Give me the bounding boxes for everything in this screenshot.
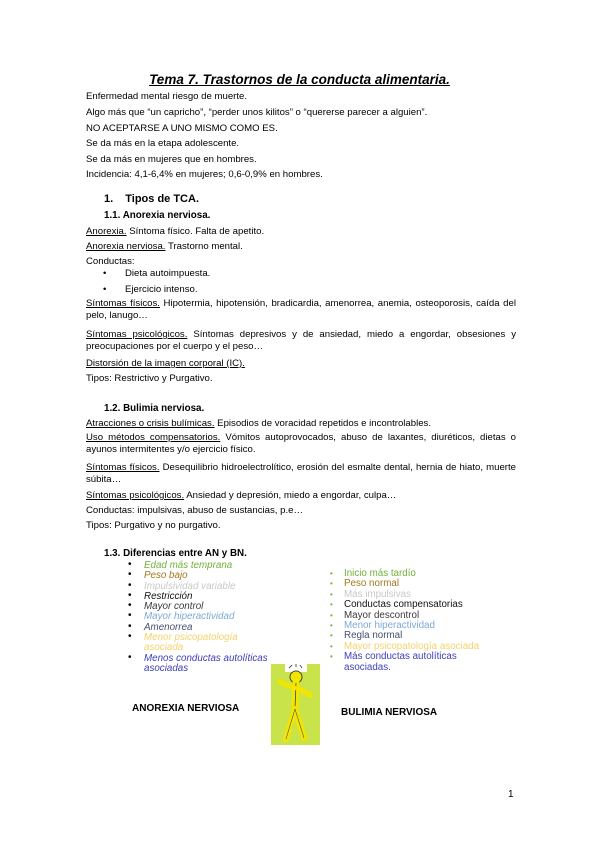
- trait-text: Mayor descontrol: [344, 609, 420, 621]
- bullet-icon: •: [128, 651, 132, 663]
- trait-text: Mayor psicopatología asociada: [344, 640, 480, 652]
- physical-symptoms-term: Síntomas físicos.: [86, 462, 160, 473]
- intro-line: Enfermedad mental riesgo de muerte.: [86, 91, 248, 102]
- trait-text: Peso normal: [344, 578, 399, 590]
- binge-desc: Episodios de voracidad repetidos e incontrolables.: [214, 418, 432, 429]
- trait-text: Regla normal: [344, 630, 403, 642]
- bulimia-conducts: Conductas: impulsivas, abuso de sustancias, p.e…: [86, 505, 304, 516]
- anorexia-physical-symptoms: [86, 298, 516, 322]
- section-title: Tipos de TCA.: [125, 193, 199, 205]
- binge-episodes: [86, 418, 431, 430]
- trait-text: Restricción: [144, 590, 193, 602]
- bullet-icon: •: [330, 600, 333, 610]
- trait-text: Más impulsivas: [344, 588, 411, 600]
- intro-line: Se da más en mujeres que en hombres.: [86, 154, 257, 165]
- intro-line: Algo más que “un capricho”, “perder unos kilitos” o “quererse parecer a alguien”.: [86, 107, 428, 118]
- compensatory-desc: Vómitos autoprovocados, abuso de laxantes, diuréticos, dietas o ayunos intermitentes y/o ejercicio físico.: [86, 432, 516, 455]
- list-item: [103, 284, 198, 295]
- page-number: 1: [508, 789, 514, 800]
- bullet-icon: •: [330, 652, 333, 662]
- stick-figure-image: [271, 664, 320, 745]
- bullet-icon: •: [330, 631, 333, 641]
- physical-symptoms-desc: Desequilibrio hidroelectrolítico, erosión del esmalte dental, hernia de hiato, muerte súbita…: [86, 462, 516, 485]
- psych-symptoms-desc: Síntomas depresivos y de ansiedad, miedo a engordar, obsesiones y preocupaciones por el cuerpo y el peso…: [86, 329, 516, 352]
- bulimia-physical-symptoms: [86, 462, 516, 486]
- bullet-icon: •: [330, 641, 333, 651]
- trait-text: Más conductas autolíticas asociadas.: [344, 651, 457, 673]
- intro-line: NO ACEPTARSE A UNO MISMO COMO ES.: [86, 123, 278, 134]
- intro-line: Se da más en la etapa adolescente.: [86, 138, 240, 149]
- conductas-label: Conductas:: [86, 256, 135, 267]
- bullet-icon: •: [128, 589, 132, 601]
- trait-text: Menor psicopatología asociada: [144, 632, 238, 654]
- anorexia-caption: ANOREXIA NERVIOSA: [132, 703, 240, 714]
- anorexia-nerviosa-definition: [86, 241, 243, 253]
- trait-text: Edad más temprana: [144, 560, 233, 571]
- list-item-text: Dieta autoimpuesta.: [125, 268, 211, 279]
- psych-symptoms-term: Síntomas psicológicos.: [86, 490, 185, 501]
- section-number: 1.: [104, 193, 114, 205]
- anorexia-psych-symptoms: [86, 329, 516, 353]
- trait-text: Mayor hiperactividad: [144, 611, 235, 623]
- physical-symptoms-term: Síntomas físicos.: [86, 298, 160, 309]
- bullet-icon: •: [128, 559, 132, 570]
- trait-text: Amenorrea: [144, 621, 193, 633]
- bulimia-psych-symptoms: [86, 490, 396, 502]
- trait-text: Conductas compensatorias: [344, 599, 463, 611]
- psych-symptoms-desc: Ansiedad y depresión, miedo a engordar, culpa…: [184, 490, 397, 501]
- bulimia-types: Tipos: Purgativo y no purgativo.: [86, 520, 221, 531]
- bullet-icon: •: [128, 569, 132, 581]
- anorexia-traits-list: [128, 561, 278, 674]
- bullet-icon: •: [330, 589, 333, 599]
- bullet-icon: •: [330, 610, 333, 620]
- bullet-icon: •: [330, 621, 333, 631]
- trait-text: Menor hiperactividad: [344, 620, 435, 632]
- page-title: Tema 7. Trastornos de la conducta alimentaria.: [149, 72, 450, 87]
- trait-text: Mayor control: [144, 601, 204, 613]
- trait-text: Inicio más tardío: [344, 568, 416, 579]
- bullet-icon: •: [128, 579, 132, 591]
- trait-item: [128, 651, 278, 675]
- compensatory-methods: [86, 432, 516, 456]
- psych-symptoms-term: Síntomas psicológicos.: [86, 329, 188, 340]
- bulimia-caption: BULIMIA NERVIOSA: [341, 707, 438, 718]
- anorexia-heading: 1.1. Anorexia nerviosa.: [104, 210, 211, 221]
- list-item-text: Ejercicio intenso.: [125, 284, 198, 295]
- bullet-icon: •: [128, 631, 132, 643]
- section-heading: [104, 193, 199, 205]
- trait-text: Peso bajo: [144, 570, 188, 582]
- anorexia-nerviosa-term: Anorexia nerviosa.: [86, 241, 166, 252]
- trait-text: Impulsividad variable: [144, 580, 236, 592]
- anorexia-term: Anorexia.: [86, 226, 127, 237]
- anorexia-types: Tipos: Restrictivo y Purgativo.: [86, 373, 213, 384]
- bullet-icon: •: [128, 610, 132, 622]
- trait-item: [128, 633, 278, 654]
- anorexia-definition: [86, 226, 264, 238]
- bullet-icon: •: [128, 620, 132, 632]
- compensatory-term: Uso métodos compensatorios.: [86, 432, 221, 443]
- anorexia-desc: Síntoma físico. Falta de apetito.: [126, 226, 265, 237]
- bullet-icon: •: [330, 569, 333, 578]
- bullet-icon: •: [103, 284, 107, 295]
- bulimia-traits-list: [330, 569, 480, 673]
- list-item: [103, 268, 210, 279]
- binge-term: Atracciones o crisis bulímicas.: [86, 418, 215, 429]
- bullet-icon: •: [128, 600, 132, 612]
- bulimia-heading: 1.2. Bulimia nerviosa.: [104, 403, 205, 414]
- trait-text: Menos conductas autolíticas asociadas: [144, 652, 268, 674]
- physical-symptoms-desc: Hipotermia, hipotensión, bradicardia, amenorrea, anemia, osteoporosis, caída del pelo, lanugo…: [86, 298, 516, 321]
- intro-line: Incidencia: 4,1-6,4% en mujeres; 0,6-0,9% en hombres.: [86, 169, 323, 180]
- differences-heading: 1.3. Diferencias entre AN y BN.: [104, 548, 247, 559]
- trait-item: [330, 652, 480, 673]
- anorexia-nerviosa-desc: Trastorno mental.: [165, 241, 243, 252]
- bullet-icon: •: [330, 579, 333, 589]
- bullet-icon: •: [103, 268, 107, 279]
- body-image-distortion: Distorsión de la imagen corporal (IC).: [86, 358, 245, 369]
